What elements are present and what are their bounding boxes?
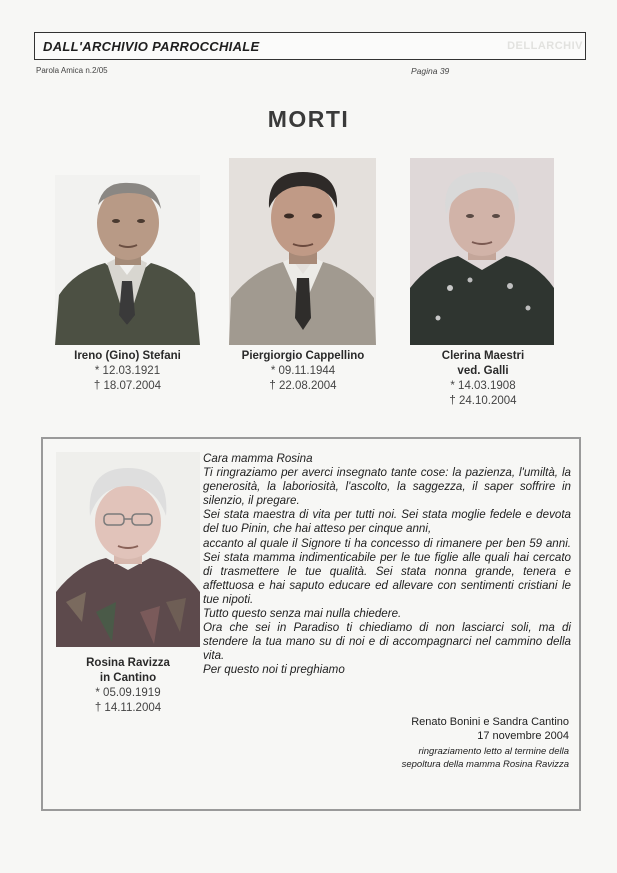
signature: Renato Bonini e Sandra Cantino — [411, 716, 569, 728]
caption-ireno-stefani — [40, 349, 215, 394]
note-line: ringraziamento letto al termine della — [418, 746, 569, 757]
caption-piergiorgio-cappellino — [218, 349, 388, 394]
signature-date: 17 novembre 2004 — [477, 730, 569, 742]
header-title: DALL'ARCHIVIO PARROCCHIALE — [43, 39, 260, 54]
caption-rosina-ravizza — [48, 656, 208, 716]
ghost-header-text: DELLARCHIV — [507, 40, 583, 52]
memorial-closing: Per questo noi ti preghiamo — [203, 663, 345, 677]
birth-date: * 12.03.1921 — [94, 365, 161, 377]
photo-rosina-ravizza — [56, 452, 200, 647]
memorial-paragraph: Tutto questo senza mai nulla chiedere. — [203, 607, 402, 621]
death-date: † 22.08.2004 — [269, 380, 337, 392]
photo-ireno-stefani — [55, 175, 200, 345]
memorial-paragraph: Ti ringraziamo per averci insegnato tante cose: la pazienza, l'umiltà, la generosità, la laboriosità, l'ascolto, la saggezza, il saper soffrire in silenzio, il pregare. — [203, 466, 571, 508]
death-date: † 24.10.2004 — [449, 395, 517, 407]
person-name: Piergiorgio Cappellino — [241, 350, 365, 362]
memorial-paragraph: Ora che sei in Paradiso ti chiediamo di non lasciarci soli, ma di stendere la tua mano su di noi e di accompagnarci nel cammino della vita. — [203, 621, 571, 663]
person-name-suffix: ved. Galli — [457, 365, 509, 377]
header-box — [34, 32, 586, 60]
photo-clerina-maestri — [410, 158, 554, 345]
birth-date: * 05.09.1919 — [95, 687, 161, 699]
caption-clerina-maestri — [398, 349, 568, 409]
photo-piergiorgio-cappellino — [229, 158, 376, 345]
death-date: † 14.11.2004 — [94, 702, 162, 714]
note-line: sepoltura della mamma Rosina Ravizza — [401, 759, 569, 770]
person-name: Ireno (Gino) Stefani — [74, 350, 181, 362]
birth-date: * 14.03.1908 — [450, 380, 516, 392]
publication-label: Parola Amica n.2/05 — [36, 66, 108, 75]
person-name: Rosina Ravizza — [86, 657, 170, 669]
birth-date: * 09.11.1944 — [270, 365, 336, 377]
memorial-salutation: Cara mamma Rosina — [203, 452, 313, 465]
page-number: Pagina 39 — [411, 66, 450, 76]
memorial-text — [203, 452, 571, 678]
section-title: MORTI — [267, 106, 350, 132]
memorial-paragraph: accanto al quale il Signore ti ha concesso di rimanere per ben 59 anni. Sei stata mamma indimenticabile per le tue figlie alle quali hai cercato di trasmettere le tue qualità. Sei stata nonna grande, tenera e affettuosa e hai saputo educare ed allevare con sentimenti cristiani le tue nipoti. — [203, 536, 571, 606]
memorial-paragraph: Sei stata maestra di vita per tutti noi. Sei stata moglie fedele e devota del tuo Pinin, che hai atteso per cinque anni, — [203, 508, 571, 536]
death-date: † 18.07.2004 — [93, 380, 162, 392]
person-name-suffix: in Cantino — [99, 672, 157, 684]
person-name: Clerina Maestri — [441, 350, 525, 362]
